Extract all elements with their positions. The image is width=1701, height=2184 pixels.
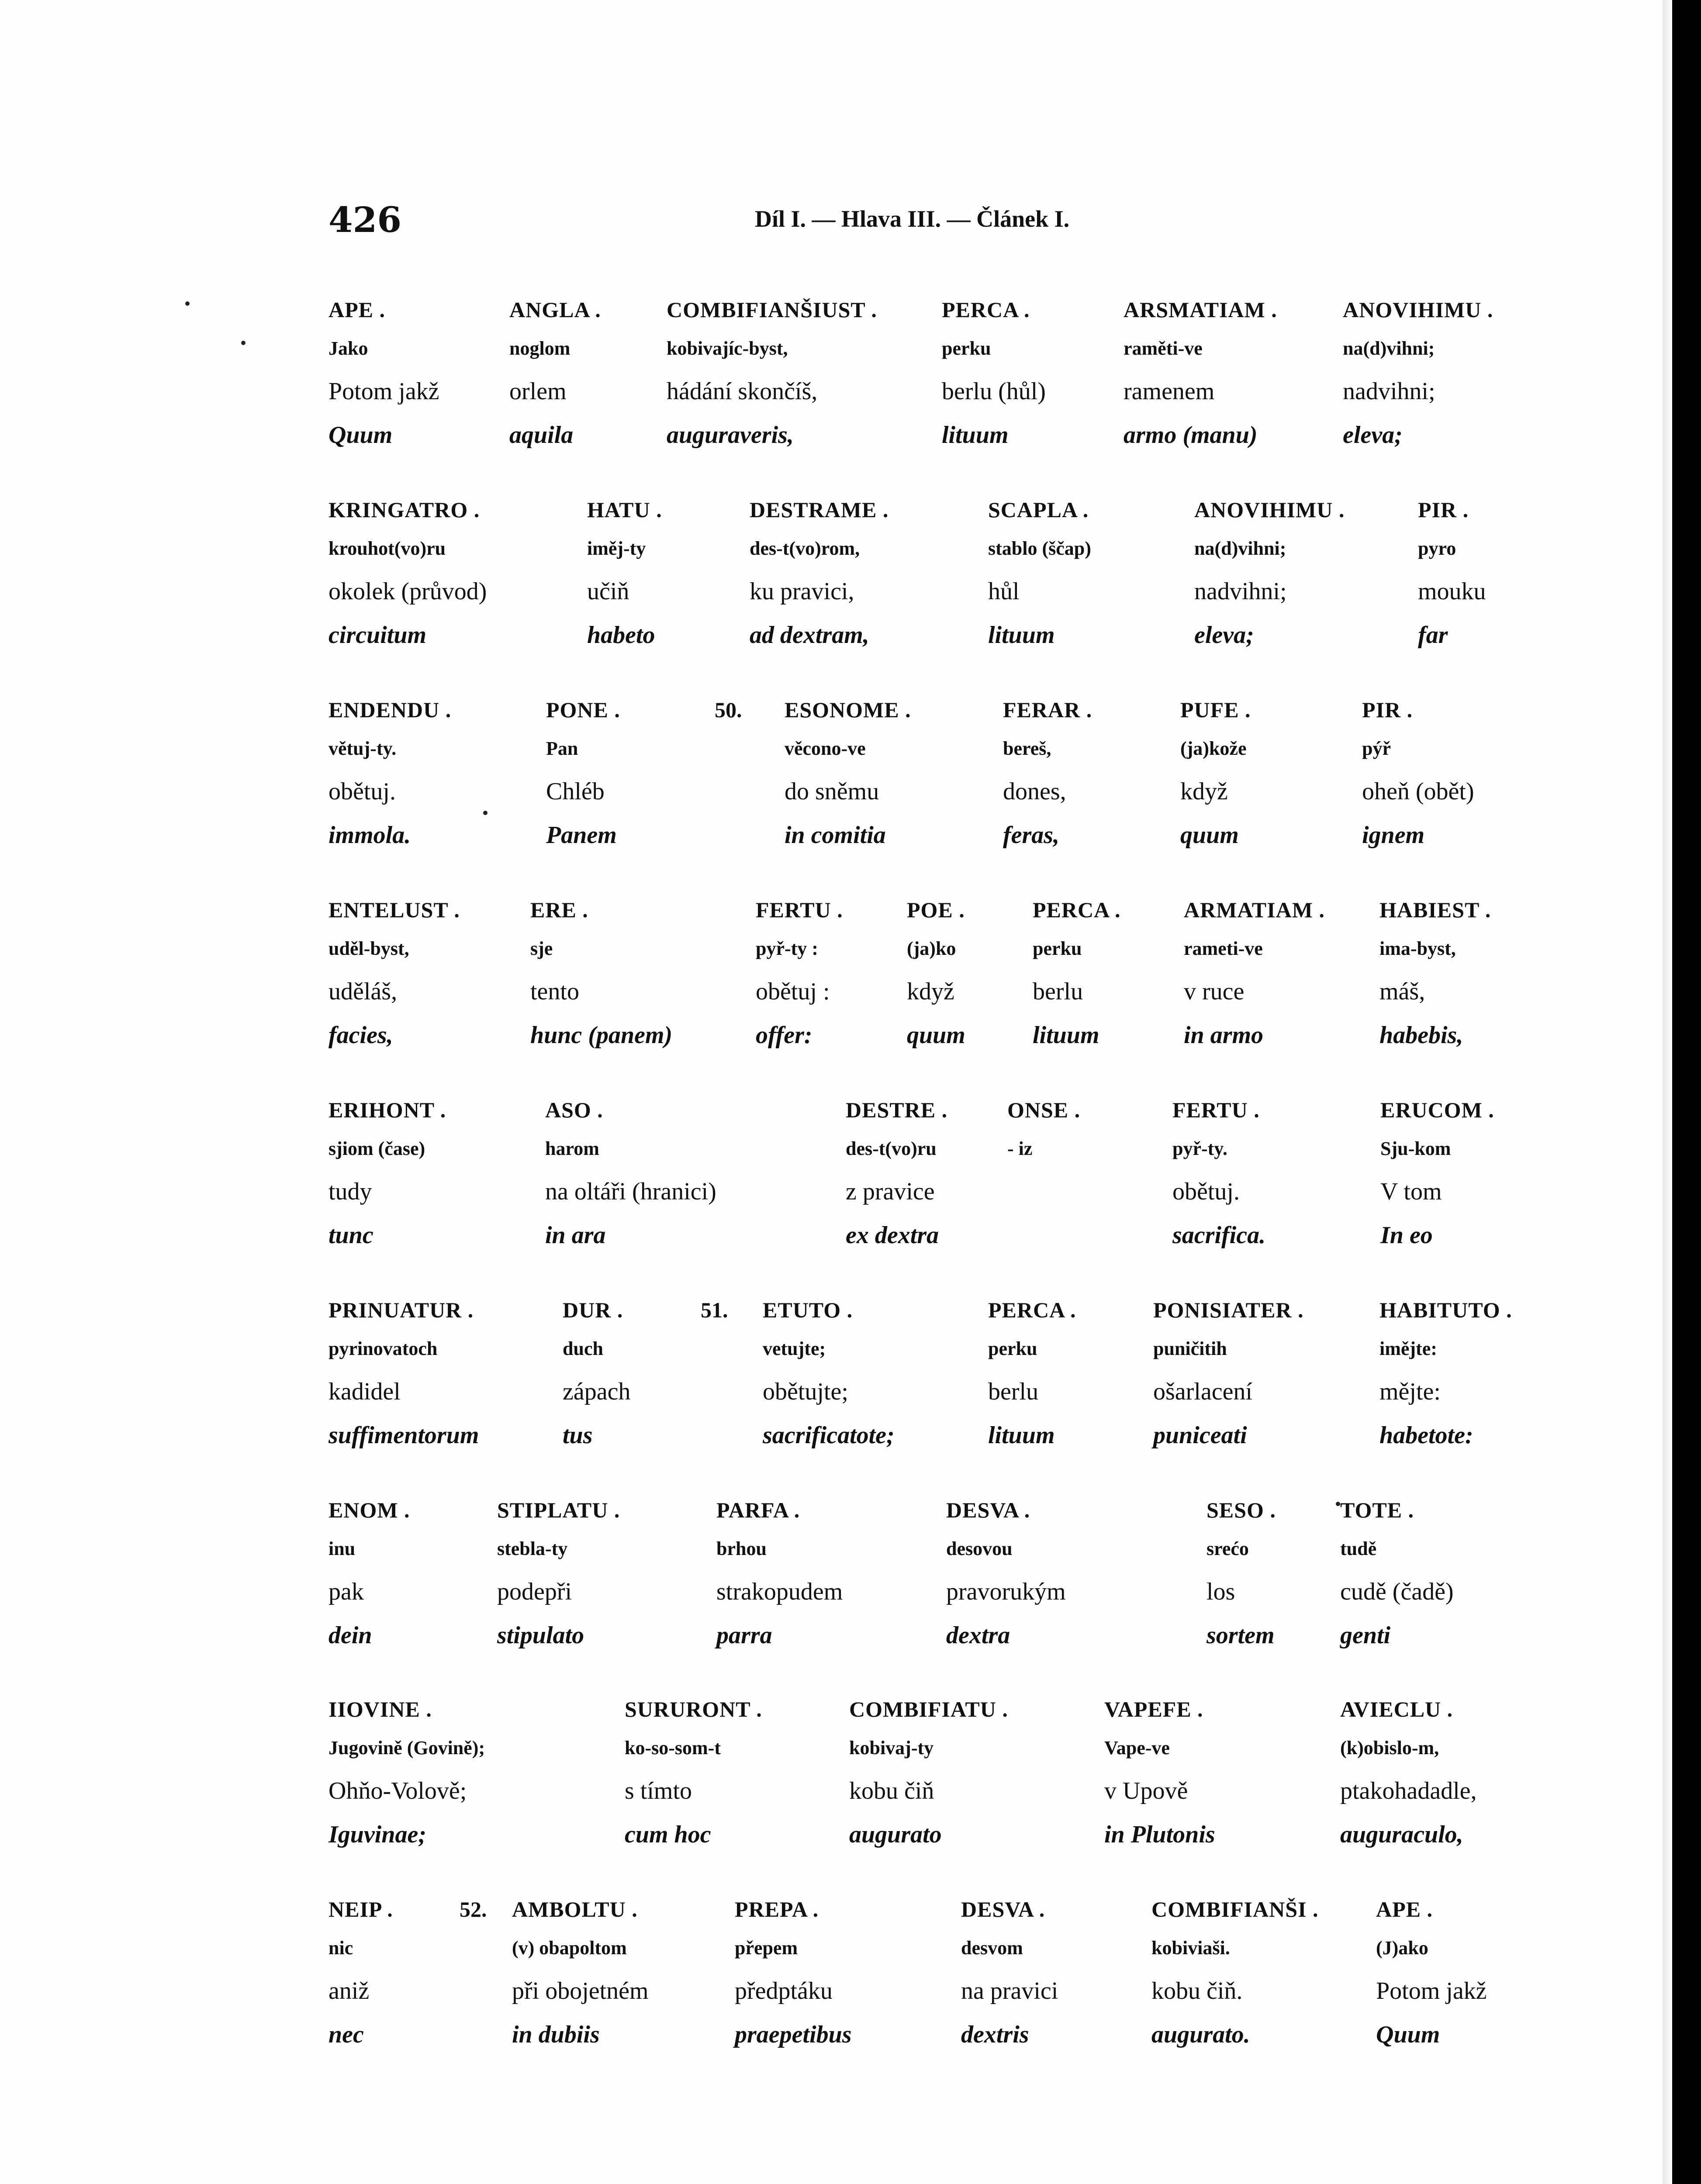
column	[328, 1497, 410, 1665]
column	[625, 1697, 762, 1864]
transliteration: perku	[942, 338, 991, 359]
page-number: 426	[328, 199, 401, 240]
column	[328, 1297, 479, 1465]
czech-translation: když	[1180, 778, 1228, 805]
transliteration: perku	[988, 1338, 1037, 1359]
umbrian-word: FERAR .	[1003, 698, 1093, 722]
page-header	[0, 192, 1672, 245]
umbrian-word: PERCA .	[988, 1298, 1076, 1322]
latin-translation: genti	[1340, 1622, 1391, 1649]
text-block-5	[0, 1097, 1672, 1281]
umbrian-word: PIR .	[1362, 698, 1413, 722]
czech-translation: uděláš,	[328, 978, 398, 1005]
czech-translation: Chléb	[546, 778, 605, 805]
umbrian-word: COMBIFIANŠI .	[1151, 1897, 1319, 1921]
umbrian-word: AVIECLU .	[1340, 1697, 1453, 1721]
czech-translation: Potom jakž	[328, 378, 439, 405]
umbrian-word: KRINGATRO .	[328, 498, 480, 522]
latin-translation	[1007, 1221, 1080, 1265]
latin-translation: dein	[328, 1622, 372, 1649]
transliteration: na(d)vihni;	[1343, 338, 1435, 359]
czech-translation: oheň (obět)	[1362, 778, 1474, 805]
transliteration: perku	[1033, 938, 1082, 959]
latin-translation: Quum	[1376, 2021, 1440, 2048]
transliteration: pýř	[1362, 738, 1391, 759]
umbrian-word: ASO .	[545, 1098, 603, 1122]
column	[328, 1097, 446, 1265]
transliteration: (k)obislo-m,	[1340, 1737, 1439, 1759]
umbrian-word: APE .	[1376, 1897, 1433, 1921]
transliteration: přepem	[735, 1937, 798, 1959]
czech-translation: orlem	[509, 378, 567, 405]
latin-translation: habeto	[587, 622, 655, 649]
column	[942, 297, 1046, 465]
column	[328, 297, 439, 465]
column	[328, 1897, 393, 2064]
umbrian-word: DESTRE .	[846, 1098, 948, 1122]
transliteration: pyro	[1418, 538, 1456, 559]
latin-translation: in comitia	[785, 822, 886, 849]
czech-translation: Potom jakž	[1376, 1977, 1487, 2004]
transliteration: des-t(vo)ru	[846, 1138, 937, 1159]
latin-translation: eleva;	[1343, 422, 1403, 449]
column	[328, 697, 451, 865]
latin-translation: aquila	[509, 422, 574, 449]
czech-translation: ramenem	[1124, 378, 1215, 405]
czech-translation: Ohňo-Volově;	[328, 1777, 467, 1804]
transliteration: srećo	[1207, 1538, 1249, 1559]
umbrian-word: DUR .	[563, 1298, 623, 1322]
transliteration: (J)ako	[1376, 1937, 1428, 1959]
column	[563, 1297, 630, 1465]
column	[1194, 497, 1345, 665]
czech-translation: berlu (hůl)	[942, 378, 1046, 405]
latin-translation: In eo	[1380, 1222, 1433, 1249]
running-head: Díl I. — Hlava III. — Článek I.	[755, 206, 1070, 232]
latin-translation: lituum	[1033, 1022, 1099, 1049]
transliteration: des-t(vo)rom,	[750, 538, 860, 559]
latin-translation: suffimentorum	[328, 1422, 479, 1449]
latin-translation: augurato.	[1151, 2021, 1250, 2048]
transliteration: Vape-ve	[1104, 1737, 1170, 1759]
latin-translation: circuitum	[328, 622, 427, 649]
latin-translation: lituum	[988, 1422, 1055, 1449]
latin-translation: augurato	[849, 1821, 942, 1848]
umbrian-word: PUFE .	[1180, 698, 1251, 722]
column	[328, 897, 460, 1065]
transliteration: inu	[328, 1538, 356, 1559]
umbrian-word: IIOVINE .	[328, 1697, 432, 1721]
column	[1380, 1097, 1494, 1265]
transliteration: Jako	[328, 338, 368, 359]
czech-translation: okolek (průvod)	[328, 578, 487, 605]
print-speck	[1336, 1502, 1340, 1506]
czech-translation: cudě (čadě)	[1340, 1578, 1454, 1605]
latin-translation: far	[1418, 622, 1448, 649]
czech-translation: obětujte;	[763, 1378, 848, 1405]
latin-translation: facies,	[328, 1022, 393, 1049]
latin-translation: tunc	[328, 1222, 373, 1249]
czech-translation: z pravice	[846, 1178, 935, 1205]
text-block-4	[0, 897, 1672, 1081]
latin-translation: in dubiis	[512, 2021, 600, 2048]
umbrian-word: ARMATIAM .	[1184, 898, 1325, 922]
column	[1180, 697, 1251, 865]
transliteration: desovou	[946, 1538, 1013, 1559]
czech-translation: obětuj.	[328, 778, 396, 805]
umbrian-word: HATU .	[587, 498, 662, 522]
czech-translation: hádání skončíš,	[667, 378, 818, 405]
latin-translation: Iguvinae;	[328, 1821, 426, 1848]
czech-translation: hůl	[988, 578, 1020, 605]
transliteration: pyrinovatoch	[328, 1338, 438, 1359]
czech-translation: mějte:	[1379, 1378, 1441, 1405]
czech-translation: berlu	[988, 1378, 1039, 1405]
czech-translation: tento	[530, 978, 579, 1005]
latin-translation: sacrificatote;	[763, 1422, 895, 1449]
latin-translation: in armo	[1184, 1022, 1264, 1049]
czech-translation: pravorukým	[946, 1578, 1066, 1605]
umbrian-word: PARFA .	[716, 1498, 800, 1522]
column	[1184, 897, 1325, 1065]
latin-translation: cum hoc	[625, 1821, 711, 1848]
czech-translation: obětuj :	[756, 978, 830, 1005]
transliteration: stablo (ščap)	[988, 538, 1091, 559]
column	[1151, 1897, 1318, 2064]
transliteration: imějte:	[1379, 1338, 1437, 1359]
latin-translation: in ara	[545, 1222, 606, 1249]
transliteration: krouhot(vo)ru	[328, 538, 446, 559]
column	[849, 1697, 1008, 1864]
column	[1379, 1297, 1512, 1465]
umbrian-word: PERCA .	[1033, 898, 1121, 922]
text-block-1	[0, 297, 1672, 480]
column	[1003, 697, 1092, 865]
transliteration: vetujte;	[763, 1338, 826, 1359]
czech-translation: v Upově	[1104, 1777, 1188, 1804]
czech-translation: předptáku	[735, 1977, 833, 2004]
column	[1007, 1097, 1080, 1265]
czech-translation: ptakohadadle,	[1340, 1777, 1477, 1804]
text-block-9	[0, 1897, 1672, 2080]
transliteration: duch	[563, 1338, 603, 1359]
text-block-7	[0, 1497, 1672, 1681]
czech-translation: kadidel	[328, 1378, 401, 1405]
latin-translation: immola.	[328, 822, 411, 849]
transliteration: kobiviaši.	[1151, 1937, 1230, 1959]
czech-translation: nadvihni;	[1343, 378, 1435, 405]
umbrian-word: ERIHONT .	[328, 1098, 446, 1122]
transliteration: stebla-ty	[497, 1538, 568, 1559]
column	[1418, 497, 1486, 665]
czech-translation: aniž	[328, 1977, 370, 2004]
umbrian-word: ETUTO .	[763, 1298, 853, 1322]
transliteration: Jugovině (Govině);	[328, 1737, 485, 1759]
column	[846, 1097, 947, 1265]
umbrian-word: ERUCOM .	[1380, 1098, 1494, 1122]
latin-translation: ignem	[1362, 822, 1425, 849]
column	[1340, 1697, 1477, 1864]
umbrian-word: ESONOME .	[785, 698, 911, 722]
umbrian-word: AMBOLTU .	[512, 1897, 638, 1921]
column	[756, 897, 843, 1065]
latin-translation: in Plutonis	[1104, 1821, 1215, 1848]
umbrian-word: DESVA .	[961, 1897, 1045, 1921]
transliteration: (ja)ko	[907, 938, 956, 959]
transliteration: desvom	[961, 1937, 1023, 1959]
column	[1343, 297, 1493, 465]
column	[1376, 1897, 1487, 2064]
czech-translation: při obojetném	[512, 1977, 649, 2004]
transliteration: brhou	[716, 1538, 767, 1559]
transliteration: ima-byst,	[1379, 938, 1456, 959]
umbrian-word: PONISIATER .	[1153, 1298, 1304, 1322]
czech-translation: dones,	[1003, 778, 1066, 805]
latin-translation: auguraveris,	[667, 422, 794, 449]
transliteration: sje	[530, 938, 553, 959]
umbrian-word: TOTE .	[1340, 1498, 1414, 1522]
transliteration: pyř-ty :	[756, 938, 818, 959]
transliteration: Sju-kom	[1380, 1138, 1451, 1159]
latin-translation: nec	[328, 2021, 364, 2048]
verse-number: 50.	[715, 698, 742, 722]
column	[1207, 1497, 1276, 1665]
czech-translation: kobu čiň	[849, 1777, 934, 1804]
column	[1172, 1097, 1265, 1265]
transliteration: rameti-ve	[1184, 938, 1263, 959]
latin-translation: ex dextra	[846, 1222, 939, 1249]
transliteration: ko-so-som-t	[625, 1737, 721, 1759]
print-speck	[185, 301, 190, 306]
column	[1379, 897, 1491, 1065]
verse-number: 52.	[460, 1897, 487, 1921]
column	[785, 697, 911, 865]
transliteration: bereš,	[1003, 738, 1051, 759]
transliteration: harom	[545, 1138, 599, 1159]
transliteration: Pan	[546, 738, 578, 759]
czech-translation: mouku	[1418, 578, 1486, 605]
transliteration: sjiom (čase)	[328, 1138, 425, 1159]
latin-translation: lituum	[942, 422, 1009, 449]
umbrian-word: PONE .	[546, 698, 620, 722]
transliteration: pyř-ty.	[1172, 1138, 1227, 1159]
umbrian-word: FERTU .	[1172, 1098, 1260, 1122]
czech-translation: na pravici	[961, 1977, 1058, 2004]
column	[512, 1897, 649, 2064]
column	[946, 1497, 1066, 1665]
umbrian-word: ENTELUST .	[328, 898, 460, 922]
umbrian-word: ANOVIHIMU .	[1343, 297, 1494, 322]
text-block-3	[0, 697, 1672, 881]
column	[988, 1297, 1076, 1465]
latin-translation: Panem	[546, 822, 617, 849]
column	[1153, 1297, 1303, 1465]
latin-translation: puniceati	[1153, 1422, 1247, 1449]
latin-translation: tus	[563, 1422, 593, 1449]
latin-translation: quum	[907, 1022, 965, 1049]
czech-translation: nadvihni;	[1194, 578, 1287, 605]
column	[530, 897, 672, 1065]
czech-translation: na oltáři (hranici)	[545, 1178, 716, 1205]
column	[328, 497, 487, 665]
czech-translation: ku pravici,	[750, 578, 854, 605]
latin-translation: stipulato	[497, 1622, 584, 1649]
column	[546, 697, 620, 865]
column	[750, 497, 889, 665]
czech-translation: máš,	[1379, 978, 1425, 1005]
column	[1033, 897, 1120, 1065]
umbrian-word: DESVA .	[946, 1498, 1030, 1522]
transliteration: (ja)kože	[1180, 738, 1247, 759]
czech-translation: do sněmu	[785, 778, 879, 805]
transliteration: - iz	[1007, 1138, 1033, 1159]
umbrian-word: FERTU .	[756, 898, 843, 922]
transliteration: na(d)vihni;	[1194, 538, 1286, 559]
latin-translation: ad dextram,	[750, 622, 869, 649]
transliteration: noglom	[509, 338, 570, 359]
czech-translation: V tom	[1380, 1178, 1442, 1205]
latin-translation: dextra	[946, 1622, 1010, 1649]
umbrian-word: COMBIFIANŠIUST .	[667, 297, 877, 322]
umbrian-word: SCAPLA .	[988, 498, 1089, 522]
umbrian-word: POE .	[907, 898, 965, 922]
transliteration: uděl-byst,	[328, 938, 409, 959]
latin-translation: feras,	[1003, 822, 1060, 849]
column	[1340, 1497, 1454, 1665]
czech-translation: strakopudem	[716, 1578, 843, 1605]
transliteration: puničitih	[1153, 1338, 1227, 1359]
umbrian-word: APE .	[328, 297, 385, 322]
transliteration: iměj-ty	[587, 538, 646, 559]
latin-translation: sortem	[1207, 1622, 1275, 1649]
latin-translation: habetote:	[1379, 1422, 1473, 1449]
transliteration: věcono-ve	[785, 738, 866, 759]
latin-translation: eleva;	[1194, 622, 1254, 649]
column	[497, 1497, 620, 1665]
latin-translation: quum	[1180, 822, 1239, 849]
verse-number: 51.	[701, 1298, 728, 1322]
czech-translation: učiň	[587, 578, 629, 605]
umbrian-word: ANGLA .	[509, 297, 601, 322]
transliteration: kobivajíc-byst,	[667, 338, 788, 359]
czech-translation: když	[907, 978, 954, 1005]
umbrian-word: ENDENDU .	[328, 698, 452, 722]
umbrian-word: VAPEFE .	[1104, 1697, 1203, 1721]
czech-translation: los	[1207, 1578, 1235, 1605]
column	[587, 497, 662, 665]
latin-translation: auguraculo,	[1340, 1821, 1463, 1848]
umbrian-word: ANOVIHIMU .	[1194, 498, 1345, 522]
latin-translation: habebis,	[1379, 1022, 1463, 1049]
umbrian-word: PIR .	[1418, 498, 1469, 522]
column	[667, 297, 877, 465]
transliteration: raměti-ve	[1124, 338, 1203, 359]
transliteration: tudě	[1340, 1538, 1377, 1559]
latin-translation: Quum	[328, 422, 393, 449]
transliteration: větuj-ty.	[328, 738, 397, 759]
column	[988, 497, 1091, 665]
text-block-8	[0, 1697, 1672, 1880]
column	[1362, 697, 1474, 865]
czech-translation: obětuj.	[1172, 1178, 1240, 1205]
transliteration: kobivaj-ty	[849, 1737, 934, 1759]
column	[735, 1897, 852, 2064]
umbrian-word: STIPLATU .	[497, 1498, 620, 1522]
umbrian-word: PREPA .	[735, 1897, 819, 1921]
latin-translation: parra	[716, 1622, 772, 1649]
umbrian-word: ENOM .	[328, 1498, 410, 1522]
text-block-2	[0, 497, 1672, 681]
column	[907, 897, 965, 1065]
column	[763, 1297, 895, 1465]
umbrian-word: SESO .	[1207, 1498, 1276, 1522]
transliteration: nic	[328, 1937, 353, 1959]
latin-translation: hunc (panem)	[530, 1022, 673, 1049]
column	[509, 297, 601, 465]
czech-translation: v ruce	[1184, 978, 1245, 1005]
umbrian-word: NEIP .	[328, 1897, 393, 1921]
umbrian-word: ARSMATIAM .	[1124, 297, 1277, 322]
czech-translation: berlu	[1033, 978, 1083, 1005]
umbrian-word: DESTRAME .	[750, 498, 889, 522]
czech-translation: pak	[328, 1578, 364, 1605]
latin-translation: sacrifica.	[1172, 1222, 1266, 1249]
umbrian-word: HABIEST .	[1379, 898, 1491, 922]
column	[961, 1897, 1058, 2064]
text-block-6	[0, 1297, 1672, 1481]
umbrian-word: ONSE .	[1007, 1098, 1081, 1122]
czech-translation: ošarlacení	[1153, 1378, 1252, 1405]
czech-translation	[1007, 1178, 1080, 1221]
umbrian-word: HABITUTO .	[1379, 1298, 1512, 1322]
umbrian-word: PRINUATUR .	[328, 1298, 474, 1322]
latin-translation: armo (manu)	[1124, 422, 1258, 449]
umbrian-word: COMBIFIATU .	[849, 1697, 1008, 1721]
column	[1124, 297, 1277, 465]
column	[545, 1097, 716, 1265]
print-speck	[483, 811, 487, 815]
czech-translation: zápach	[563, 1378, 631, 1405]
column	[1104, 1697, 1215, 1864]
umbrian-word: PERCA .	[942, 297, 1030, 322]
umbrian-word: ERE .	[530, 898, 588, 922]
latin-translation: dextris	[961, 2021, 1029, 2048]
latin-translation: lituum	[988, 622, 1055, 649]
umbrian-word: SURURONT .	[625, 1697, 762, 1721]
czech-translation: kobu čiň.	[1151, 1977, 1243, 2004]
latin-translation: offer:	[756, 1022, 812, 1049]
latin-translation: praepetibus	[735, 2021, 852, 2048]
print-speck	[241, 341, 245, 345]
column	[716, 1497, 843, 1665]
czech-translation: s tímto	[625, 1777, 692, 1804]
czech-translation: podepři	[497, 1578, 572, 1605]
czech-translation: tudy	[328, 1178, 372, 1205]
column	[328, 1697, 485, 1864]
transliteration: (v) obapoltom	[512, 1937, 627, 1959]
